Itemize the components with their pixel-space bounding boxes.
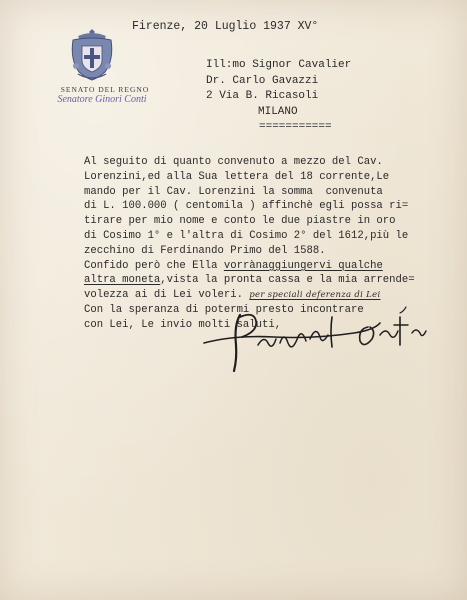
body-line <box>84 273 415 288</box>
body-line <box>84 259 415 274</box>
recipient-city: MILANO <box>258 105 298 118</box>
body-line: mando per il Cav. Lorenzini la somma convenuta <box>84 185 383 198</box>
royal-crest-icon <box>68 26 116 82</box>
body-line: tirare per mio nome e conto le due piastre in oro <box>84 215 396 228</box>
recipient-line: 2 Via B. Ricasoli <box>206 90 319 102</box>
address-rule: =========== <box>259 121 332 133</box>
body-line: Lorenzini,ed alla Sua lettera del 18 corrente,Le <box>84 170 390 183</box>
body-line: zecchino di Ferdinando Primo del 1588. <box>84 244 326 257</box>
body-line <box>84 288 415 303</box>
body-text: Confido però che Ella <box>84 259 224 272</box>
date-line: Firenze, 20 Luglio 1937 XV° <box>132 20 319 33</box>
recipient-line: Ill:mo Signor Cavalier <box>206 59 352 71</box>
handwritten-signature <box>200 305 430 385</box>
body-line: di Cosimo 1° e l'altra di Cosimo 2° del 1612,più le <box>84 229 409 242</box>
body-line: con Lei, Le invio molti saluti, <box>84 318 282 331</box>
sender-stamp: Senatore Ginori Conti <box>57 94 147 105</box>
body-text: ,vista la pronta cassa e la mia arrende= <box>160 274 415 287</box>
recipient-address <box>206 58 351 136</box>
recipient-line: Dr. Carlo Gavazzi <box>206 74 319 87</box>
handwritten-insertion: per speciali deferenza di Lei <box>249 290 381 301</box>
body-text: volezza ai di Lei voleri. <box>84 289 243 302</box>
body-line: di L. 100.000 ( centomila ) affinchè egli possa ri= <box>84 200 409 213</box>
underlined-text: vorrànaggiungervi qualche <box>223 259 383 272</box>
underlined-text: altra moneta <box>84 274 161 287</box>
body-line: Al seguito di quanto convenuto a mezzo del Cav. <box>84 156 383 168</box>
body-line: Con la speranza di potermi presto incontrare <box>84 303 364 316</box>
letterhead-institution: SENATO DEL REGNO <box>60 85 150 94</box>
